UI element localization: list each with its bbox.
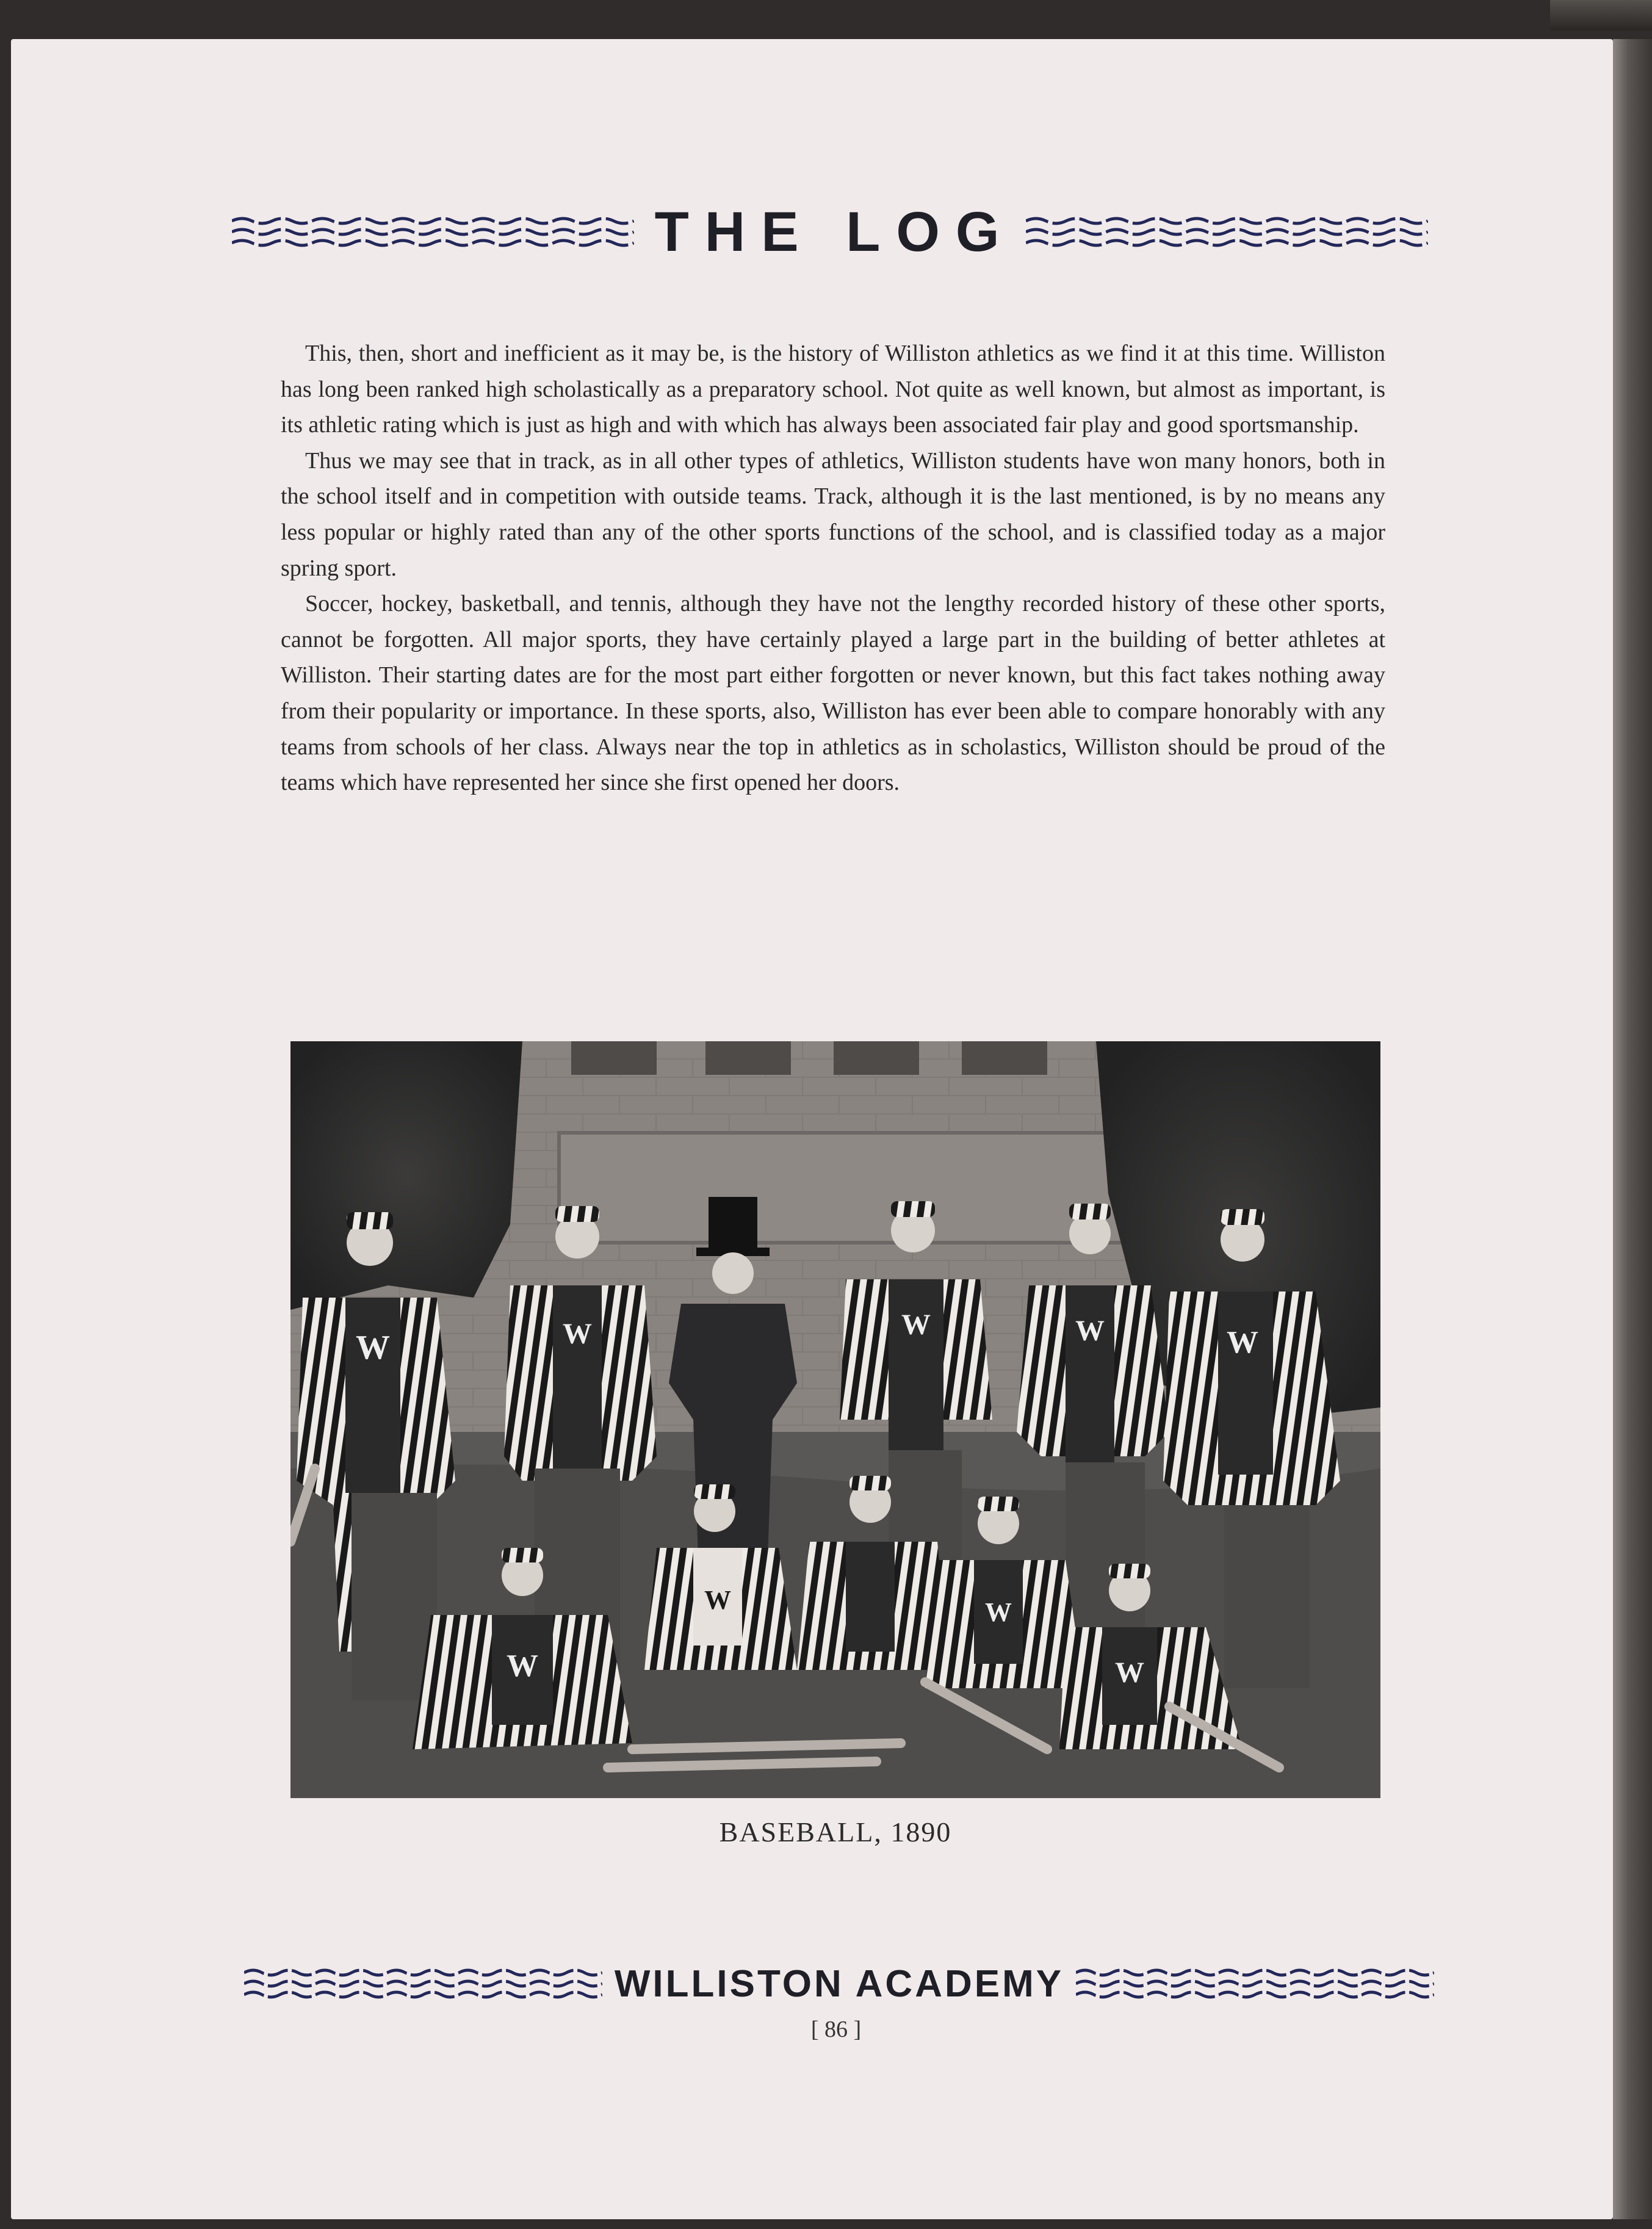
paragraph: This, then, short and inefficient as it may be, is the history of Williston athletics as we find it at this time. Williston has long been ranked high scholastically as a preparatory school. Not quite as well known, but almost as important, is its athletic rating which is just as high and with which has always been associated fair play and good sportsmanship. bbox=[281, 341, 1385, 438]
publication-title: THE LOG bbox=[654, 200, 1015, 263]
wave-ornament-left bbox=[244, 1967, 602, 2001]
wave-ornament-right bbox=[1026, 215, 1428, 249]
jersey-letter: W bbox=[901, 1309, 931, 1341]
photo-illustration bbox=[290, 1041, 1380, 1798]
jersey-letter: W bbox=[356, 1329, 390, 1367]
jersey-letter: W bbox=[1115, 1656, 1144, 1689]
header-banner bbox=[232, 201, 1428, 262]
page-number: [ 86 ] bbox=[810, 2017, 862, 2042]
paragraph: Soccer, hockey, basketball, and tennis, although they have not the lengthy recorded history of these other sports, cannot be forgotten. All major sports, they have certainly played a large part in the building of better athletes at Williston. Their starting dates are for the most part either forgotten or never known, but this fact takes nothing away from their popularity or importance. In these sports, also, Williston has ever been able to compare honorably with any teams from schools of her class. Always near the top in athletics as in scholastics, Williston should be proud of the teams which have represented her since she first opened her doors. bbox=[281, 591, 1385, 796]
school-name: WILLISTON ACADEMY bbox=[614, 1962, 1064, 2005]
scanner-clip bbox=[1550, 0, 1652, 31]
jersey-letter: W bbox=[985, 1597, 1012, 1627]
photo-caption: BASEBALL, 1890 bbox=[719, 1816, 952, 1848]
page-spine bbox=[1613, 39, 1652, 2219]
footer-banner bbox=[244, 1959, 1434, 2008]
jersey-letter: W bbox=[704, 1585, 731, 1615]
paragraph: Thus we may see that in track, as in all other types of athletics, Williston students have won many honors, both in the school itself and in competition with outside teams. Track, although it is the last mentioned, is by no means any less popular or highly rated than any of the other sports functions of the school, and is classified today as a major spring sport. bbox=[281, 447, 1385, 581]
jersey-letter: W bbox=[1227, 1325, 1258, 1360]
jersey-letter: W bbox=[563, 1318, 592, 1350]
jersey-letter: W bbox=[507, 1649, 538, 1683]
team-photograph bbox=[290, 1041, 1380, 1798]
wave-ornament-right bbox=[1076, 1967, 1434, 2001]
article-body bbox=[281, 336, 1385, 801]
jersey-letter: W bbox=[1075, 1315, 1105, 1347]
wave-ornament-left bbox=[232, 215, 634, 249]
